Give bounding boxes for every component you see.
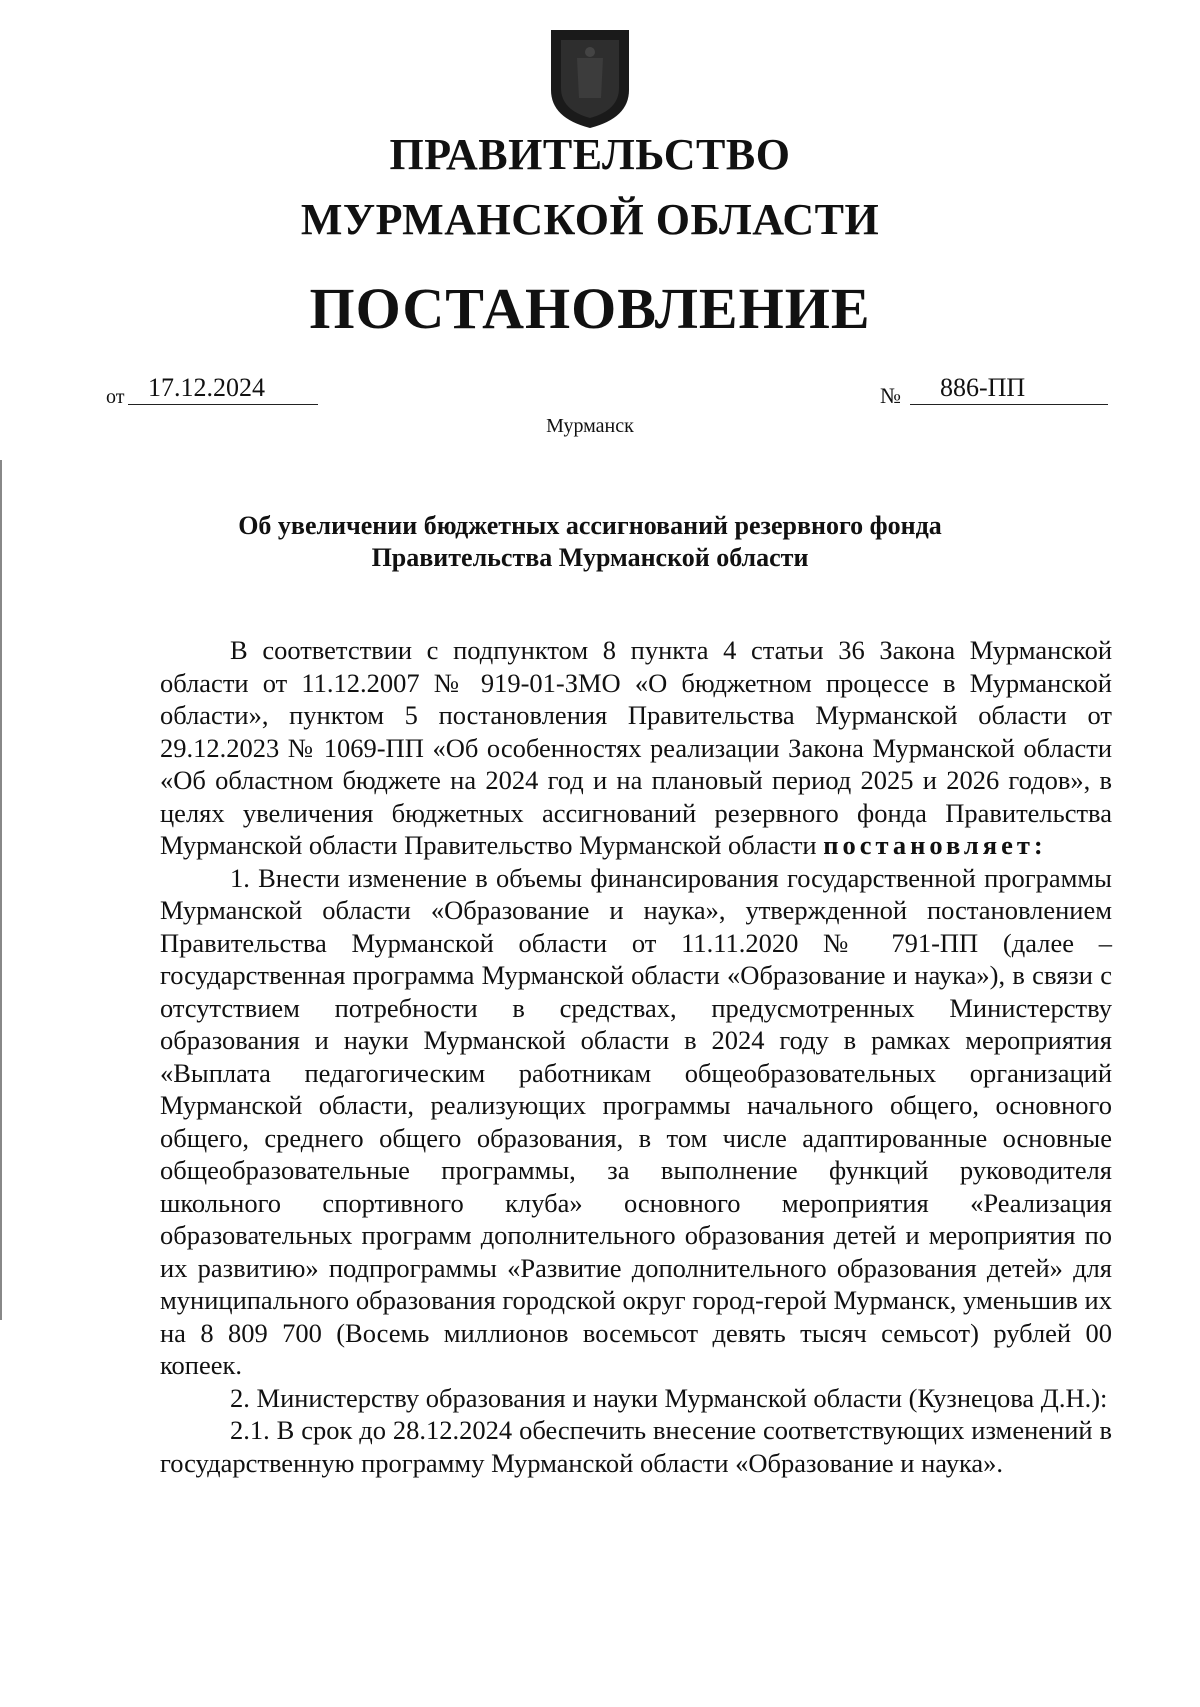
document-number: 886-ПП bbox=[910, 375, 1108, 405]
preamble-paragraph bbox=[160, 634, 1112, 862]
org-name-line2: МУРМАНСКОЙ ОБЛАСТИ bbox=[300, 195, 880, 244]
preamble-text: В соответствии с подпунктом 8 пункта 4 статьи 36 Закона Мурманской области от 11.12.2007 № 919-01-ЗМО «О бюджетном процессе в Мурманской области», пунктом 5 постановления Правительства Мурманской области от 29.12.2023 № 1069-ПП «Об особенностях реализации Закона Мурманской области «Об областном бюджете на 2024 год и на плановый период 2025 и 2026 годов», в целях увеличения бюджетных ассигнований резервного фонда Правительства Мурманской области Правительство Мурманской области bbox=[160, 635, 1112, 860]
item-2-1-paragraph: 2.1. В срок до 28.12.2024 обеспечить внесение соответствующих изменений в государственную программу Мурманской области «Образование и наука». bbox=[160, 1415, 1112, 1478]
document-type: ПОСТАНОВЛЕНИЕ bbox=[309, 276, 871, 341]
item-2-paragraph: 2. Министерству образования и науки Мурманской области (Кузнецова Д.Н.): bbox=[230, 1382, 1108, 1413]
title-line2: Правительства Мурманской области bbox=[371, 543, 809, 572]
title-line1: Об увеличении бюджетных ассигнований резервного фонда bbox=[238, 511, 942, 540]
scan-margin-line bbox=[0, 460, 2, 1320]
resolves-word: постановляет: bbox=[823, 830, 1047, 860]
number-label: № bbox=[880, 383, 901, 408]
document-title bbox=[150, 510, 1030, 574]
coat-of-arms-icon bbox=[547, 28, 633, 130]
date-label: от bbox=[106, 386, 125, 408]
org-name-line1: ПРАВИТЕЛЬСТВО bbox=[389, 130, 791, 179]
document-date: 17.12.2024 bbox=[128, 375, 318, 405]
city-name: Мурманск bbox=[546, 415, 634, 437]
item-1-paragraph: 1. Внести изменение в объемы финансирования государственной программы Мурманской области «Образование и наука», утвержденной постановлением Правительства Мурманской области от 11.11.2020 № 791-ПП (далее – государственная программа Мурманской области «Образование и наука»), в связи с отсутствием потребности в средствах, предусмотренных Министерству образования и науки Мурманской области в 2024 году в рамках мероприятия «Выплата педагогическим работникам общеобразовательных организаций Мурманской области, реализующих программы начального общего, основного общего, среднего общего образования, в том числе адаптированные основные общеобразовательные программы, за выполнение функций руководителя школьного спортивного клуба» основного мероприятия «Реализация образовательных программ дополнительного образования детей и мероприятия по их развитию» подпрограммы «Развитие дополнительного образования детей» для муниципального образования городской округ город-герой Мурманск, уменьшив их на 8 809 700 (Восемь миллионов восемьсот девять тысяч семьсот) рублей 00 копеек. bbox=[160, 862, 1112, 1380]
document-body bbox=[160, 634, 1112, 1479]
